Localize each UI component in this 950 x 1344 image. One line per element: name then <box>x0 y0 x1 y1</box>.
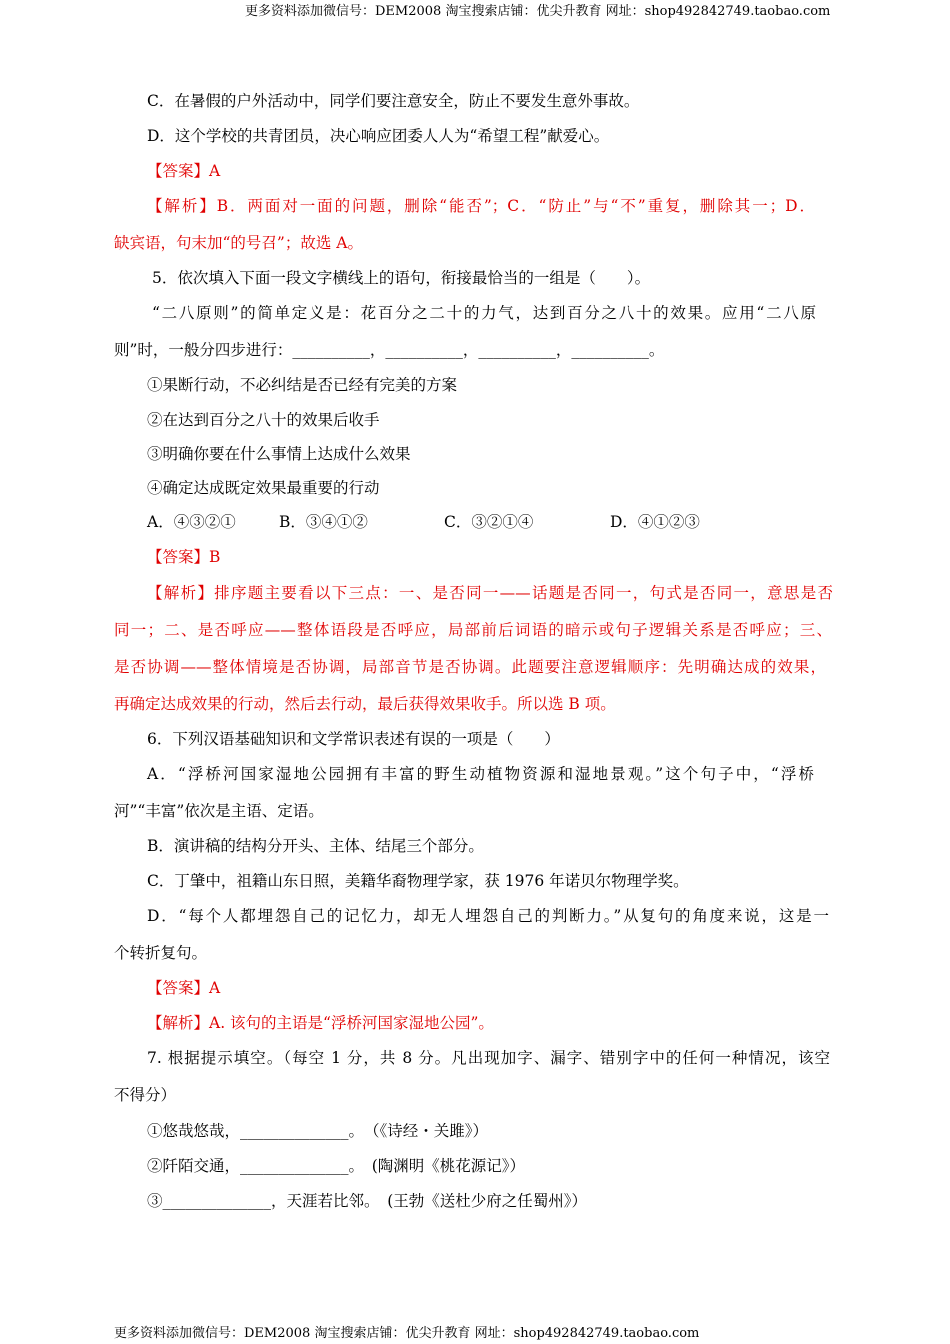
q5-analysis-line: 同一；二、是否呼应——整体语段是否呼应，局部前后词语的暗示或句子逻辑关系是否呼应；三、 <box>114 621 832 639</box>
q5-passage-line: 则”时，一般分四步进行：__________，__________，__________，__________。 <box>114 341 665 359</box>
q6-stem: 6．下列汉语基础知识和文学常识表述有误的一项是（ ） <box>147 730 560 748</box>
q7-stem-line: 不得分） <box>114 1086 177 1104</box>
q4-analysis-line: 【解析】B．两面对一面的问题，删除“能否”；C．“防止”与“不”重复，删除其一；D． <box>147 197 815 215</box>
q5-analysis-line: 【解析】排序题主要看以下三点：一、是否同一——话题是否同一，句式是否同一，意思是否 <box>147 584 833 602</box>
q6-answer: 【答案】A <box>147 979 221 997</box>
page-header: 更多资料添加微信号：DEM2008 淘宝搜索店铺：优尖升教育 网址：shop492842749.taobao.com <box>245 4 831 19</box>
q5-item: ②在达到百分之八十的效果后收手 <box>147 411 380 429</box>
q4-option-d: D．这个学校的共青团员，决心响应团委人人为“希望工程”献爱心。 <box>147 127 610 145</box>
q6-option-a-line: A．“浮桥河国家湿地公园拥有丰富的野生动植物资源和湿地景观。”这个句子中，“浮桥 <box>147 765 814 783</box>
q5-option-a: A．④③②① <box>147 513 236 531</box>
q4-answer: 【答案】A <box>147 162 221 180</box>
q5-analysis-line: 是否协调——整体情境是否协调，局部音节是否协调。此题要注意逻辑顺序：先明确达成的效果， <box>114 658 826 676</box>
q5-option-b: B．③④①② <box>279 513 368 531</box>
q5-passage-line: “二八原则”的简单定义是：花百分之二十的力气，达到百分之八十的效果。应用“二八原 <box>152 304 816 322</box>
q6-option-d-line: 个转折复句。 <box>114 944 208 962</box>
q5-stem: 5．依次填入下面一段文字横线上的语句，衔接最恰当的一组是（ ）。 <box>152 269 651 287</box>
q6-option-b: B．演讲稿的结构分开头、主体、结尾三个部分。 <box>147 837 484 855</box>
page-footer: 更多资料添加微信号：DEM2008 淘宝搜索店铺：优尖升教育 网址：shop492842749.taobao.com <box>114 1326 700 1341</box>
q7-item: ①悠哉悠哉，______________。 （《诗经・关雎》） <box>147 1122 489 1140</box>
q7-item: ③______________，天涯若比邻。 (王勃《送杜少府之任蜀州》） <box>147 1192 588 1210</box>
q4-option-c: C．在暑假的户外活动中，同学们要注意安全，防止不要发生意外事故。 <box>147 92 640 110</box>
q6-analysis: 【解析】A. 该句的主语是“浮桥河国家湿地公园”。 <box>147 1014 494 1032</box>
q6-option-d-line: D．“每个人都埋怨自己的记忆力，却无人埋怨自己的判断力。”从复句的角度来说，这是一 <box>147 907 829 925</box>
q5-item: ④确定达成既定效果最重要的行动 <box>147 479 380 497</box>
q5-answer: 【答案】B <box>147 548 221 566</box>
q7-item: ②阡陌交通，______________。 (陶渊明《桃花源记》） <box>147 1157 526 1175</box>
q6-option-c: C．丁肇中，祖籍山东日照，美籍华裔物理学家，获 1976 年诺贝尔物理学奖。 <box>147 872 689 890</box>
q4-analysis-line: 缺宾语，句末加“的号召”；故选 A。 <box>114 234 363 252</box>
q7-stem-line: 7. 根据提示填空。（每空 1 分，共 8 分。凡出现加字、漏字、错别字中的任何一种情况，该空 <box>147 1049 830 1067</box>
q5-item: ①果断行动，不必纠结是否已经有完美的方案 <box>147 376 458 394</box>
q5-option-d: D．④①②③ <box>610 513 700 531</box>
q6-option-a-line: 河”“丰富”依次是主语、定语。 <box>114 802 324 820</box>
q5-analysis-line: 再确定达成效果的行动，然后去行动，最后获得效果收手。所以选 B 项。 <box>114 695 616 713</box>
q5-option-c: C．③②①④ <box>444 513 534 531</box>
q5-item: ③明确你要在什么事情上达成什么效果 <box>147 445 411 463</box>
